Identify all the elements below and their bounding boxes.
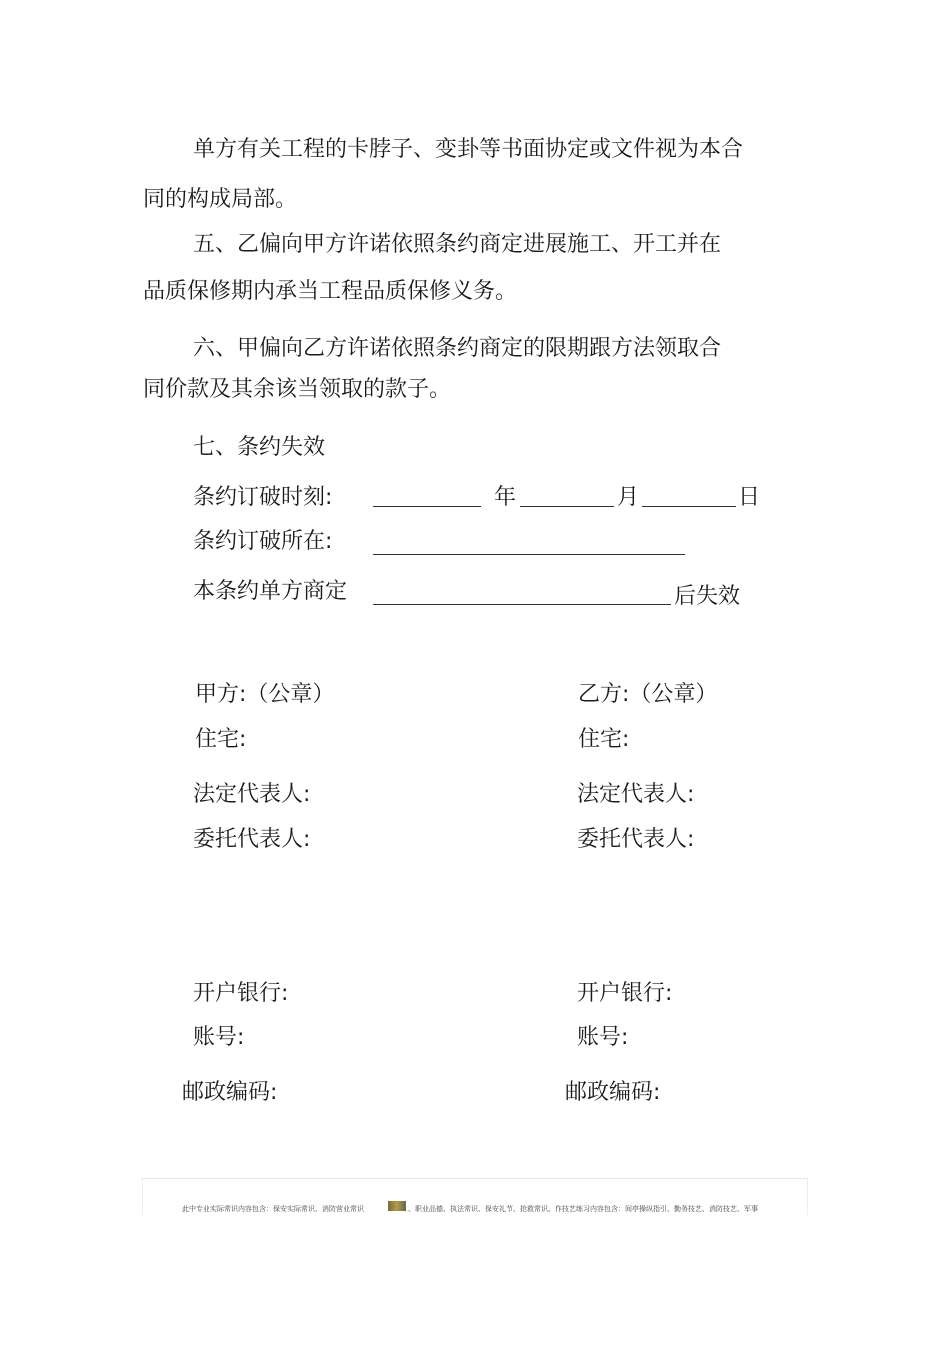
party-b-legal-rep-label: 法定代表人: [577,782,695,807]
clause-line: 六、甲偏向乙方许诺依照条约商定的限期跟方法领取合 [193,336,722,361]
party-b-bank-label: 开户银行: [577,981,673,1006]
year-label: 年 [494,485,517,510]
party-b-account-label: 账号: [577,1025,629,1050]
party-a-legal-rep-label: 法定代表人: [193,782,311,807]
footer-text-right: 、职业品德、执法常识、保安礼节、抢救常识。作技艺练习内容包含：间亭操纵指引、勤务技艺、消防技艺、军事 [408,1205,758,1213]
footer-text-left: 此中专业实际常识内容包含：保安实际常识、消防营业常识 [182,1205,364,1213]
year-blank[interactable] [373,506,481,507]
clause-line: 五、乙偏向甲方许诺依照条约商定进展施工、开工并在 [193,232,722,257]
party-a-bank-label: 开户银行: [193,981,289,1006]
month-label: 月 [617,485,640,510]
sign-place-label: 条约订破所在: [193,529,333,554]
clause-line: 单方有关工程的卡脖子、变卦等书面协定或文件视为本合 [193,137,744,162]
section-heading: 七、条约失效 [193,435,326,460]
agree-blank[interactable] [373,604,671,605]
day-label: 日 [738,485,761,510]
agree-label: 本条约单方商定 [193,579,348,604]
agree-suffix: 后失效 [674,584,741,609]
party-a-address-label: 住宅: [195,727,247,752]
party-a-title: 甲方:（公章） [195,682,335,707]
thumbnail-image [388,1201,406,1211]
clause-line: 同的构成局部。 [143,187,298,212]
party-a-agent-rep-label: 委托代表人: [193,827,311,852]
party-a-postcode-label: 邮政编码: [182,1080,278,1105]
party-b-postcode-label: 邮政编码: [565,1080,661,1105]
party-b-agent-rep-label: 委托代表人: [577,827,695,852]
party-b-title: 乙方:（公章） [578,682,718,707]
clause-line: 品质保修期内承当工程品质保修义务。 [143,279,518,304]
sign-place-blank[interactable] [373,554,685,555]
day-blank[interactable] [642,506,736,507]
party-b-address-label: 住宅: [578,727,630,752]
sign-time-label: 条约订破时刻: [193,485,333,510]
month-blank[interactable] [520,506,614,507]
clause-line: 同价款及其余该当领取的款子。 [143,377,452,402]
party-a-account-label: 账号: [193,1025,245,1050]
